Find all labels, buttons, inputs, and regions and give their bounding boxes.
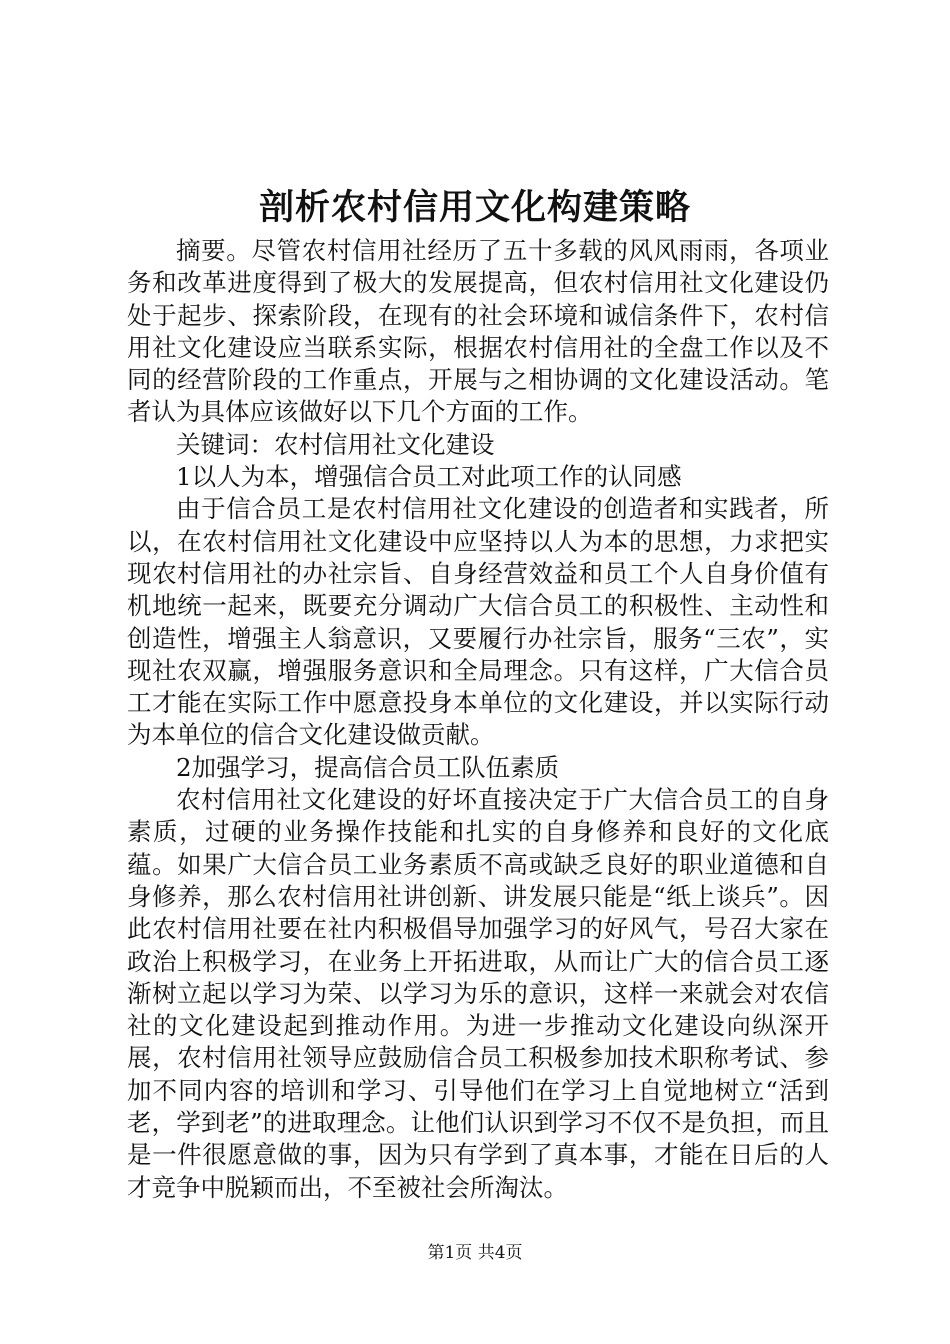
document-title: 剖析农村信用文化构建策略: [258, 187, 691, 228]
keywords-line: 关键词：农村信用社文化建设: [176, 429, 495, 459]
section-2-paragraph: 农村信用社文化建设的好坏直接决定于广大信合员工的自身素质，过硬的业务操作技能和扎实的自身修养和良好的文化底蕴。如果广大信合员工业务素质不高或缺乏良好的职业道德和自身修养，那么农村信用社讲创新、讲发展只能是“纸上谈兵”。因此农村信用社要在社内积极倡导加强学习的好风气，号召大家在政治上积极学习，在业务上开拓进取，从而让广大的信合员工逐渐树立起以学习为荣、以学习为乐的意识，这样一来就会对农信社的文化建设起到推动作用。为进一步推动文化建设向纵深开展，农村信用社领导应鼓励信合员工积极参加技术职称考试、参加不同内容的培训和学习、引导他们在学习上自觉地树立“活到老，学到老”的进取理念。让他们认识到学习不仅不是负担，而且是一件很愿意做的事，因为只有学到了真本事，才能在日后的人才竞争中脱颖而出，不至被社会所淘汰。: [127, 785, 829, 1202]
page-footer: 第1页 共4页: [427, 1243, 523, 1263]
section-1-paragraph: 由于信合员工是农村信用社文化建设的创造者和实践者，所以，在农村信用社文化建设中应坚持以人为本的思想，力求把实现农村信用社的办社宗旨、自身经营效益和员工个人自身价值有机地统一起来，既要充分调动广大信合员工的积极性、主动性和创造性，增强主人翁意识，又要履行办社宗旨，服务“三农”，实现社农双赢，增强服务意识和全局理念。只有这样，广大信合员工才能在实际工作中愿意投身本单位的文化建设，并以实际行动为本单位的信合文化建设做贡献。: [127, 494, 829, 750]
abstract-paragraph: 摘要。尽管农村信用社经历了五十多载的风风雨雨，各项业务和改革进度得到了极大的发展提高，但农村信用社文化建设仍处于起步、探索阶段，在现有的社会环境和诚信条件下，农村信用社文化建设应当联系实际，根据农村信用社的全盘工作以及不同的经营阶段的工作重点，开展与之相协调的文化建设活动。笔者认为具体应该做好以下几个方面的工作。: [127, 236, 829, 427]
section-heading-1: 1以人为本，增强信合员工对此项工作的认同感: [176, 462, 682, 492]
document-body: [127, 235, 829, 1204]
section-heading-2: 2加强学习，提高信合员工队伍素质: [176, 752, 560, 782]
